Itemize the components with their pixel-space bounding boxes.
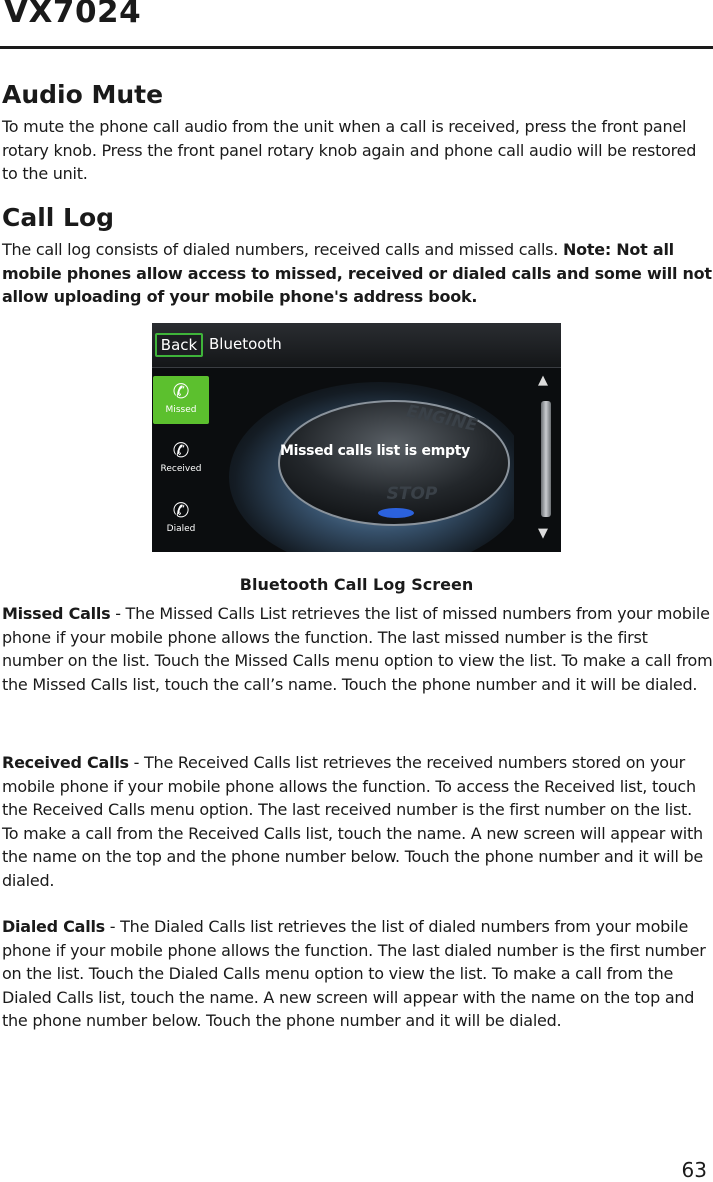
empty-list-message: Missed calls list is empty — [280, 443, 470, 459]
received-calls-paragraph — [2, 751, 713, 892]
received-calls-term: Received Calls — [2, 753, 129, 772]
scrollbar[interactable] — [541, 401, 551, 517]
audio-mute-heading: Audio Mute — [2, 80, 164, 109]
screen-title: Bluetooth — [209, 335, 282, 353]
knob-engine-label: ENGINE — [404, 401, 480, 436]
missed-calls-term: Missed Calls — [2, 604, 111, 623]
knob-stop-label: STOP — [386, 484, 438, 504]
dialed-calls-paragraph — [2, 915, 713, 1033]
missed-calls-text: - The Missed Calls List retrieves the list of missed numbers from your mobile phone if your mobile phone allows the function. The last missed number is the first number on the list. Touch the Missed Calls menu option to view the list. To make a call from the Missed Calls list, touch the call’s name. Touch the phone number and it will be dialed. — [2, 604, 713, 694]
missed-label: Missed — [165, 405, 197, 415]
received-calls-text: - The Received Calls list retrieves the received numbers stored on your mobile phone if your mobile phone allows the function. To access the Received list, touch the Received Calls menu option. The last received number is the first number on the list. To make a call from the Received Calls list, touch the name. A new screen will appear with the name on the top and the phone number below. Touch the phone number and it will be dialed. — [2, 753, 703, 890]
call-log-text: The call log consists of dialed numbers, received calls and missed calls. — [2, 240, 563, 259]
dialed-calls-term: Dialed Calls — [2, 917, 105, 936]
page-number: 63 — [681, 1158, 707, 1182]
missed-calls-paragraph — [2, 602, 713, 696]
header-rule — [0, 46, 713, 49]
phone-missed-icon: ✆ — [172, 379, 190, 403]
scroll-down-arrow-icon[interactable]: ▼ — [538, 526, 548, 541]
screen-top-bar — [152, 323, 561, 368]
received-label: Received — [160, 464, 202, 474]
back-button[interactable]: Back — [155, 333, 203, 357]
phone-received-icon: ✆ — [172, 438, 190, 462]
call-log-note: Note: Not all mobile phones allow access to missed, received or dialed calls and some will not allow uploading of your mobile phone's address book. — [2, 240, 712, 306]
dialed-calls-button[interactable] — [153, 495, 209, 543]
bluetooth-screen-image — [152, 323, 561, 552]
call-log-heading: Call Log — [2, 203, 115, 232]
image-caption: Bluetooth Call Log Screen — [239, 575, 474, 594]
audio-mute-body: To mute the phone call audio from the unit when a call is received, press the front panel rotary knob. Press the front panel rotary knob again and phone call audio will be restored to the unit. — [2, 117, 697, 183]
phone-dialed-icon: ✆ — [172, 498, 190, 522]
dialed-label: Dialed — [166, 524, 196, 534]
engine-stop-knob — [214, 367, 514, 552]
dialed-calls-text: - The Dialed Calls list retrieves the list of dialed numbers from your mobile phone if your mobile phone allows the function. The last dialed number is the first number on the list. Touch the Dialed Calls menu option to view the list. To make a call from the Dialed Calls list, touch the name. A new screen will appear with the name on the top and the phone number below. Touch the phone number and it will be dialed. — [2, 917, 706, 1030]
missed-calls-button[interactable] — [153, 376, 209, 424]
received-calls-button[interactable] — [153, 435, 209, 483]
call-log-body — [2, 238, 713, 309]
model-header: VX7024 — [4, 0, 142, 30]
scroll-up-arrow-icon[interactable]: ▲ — [538, 373, 548, 388]
